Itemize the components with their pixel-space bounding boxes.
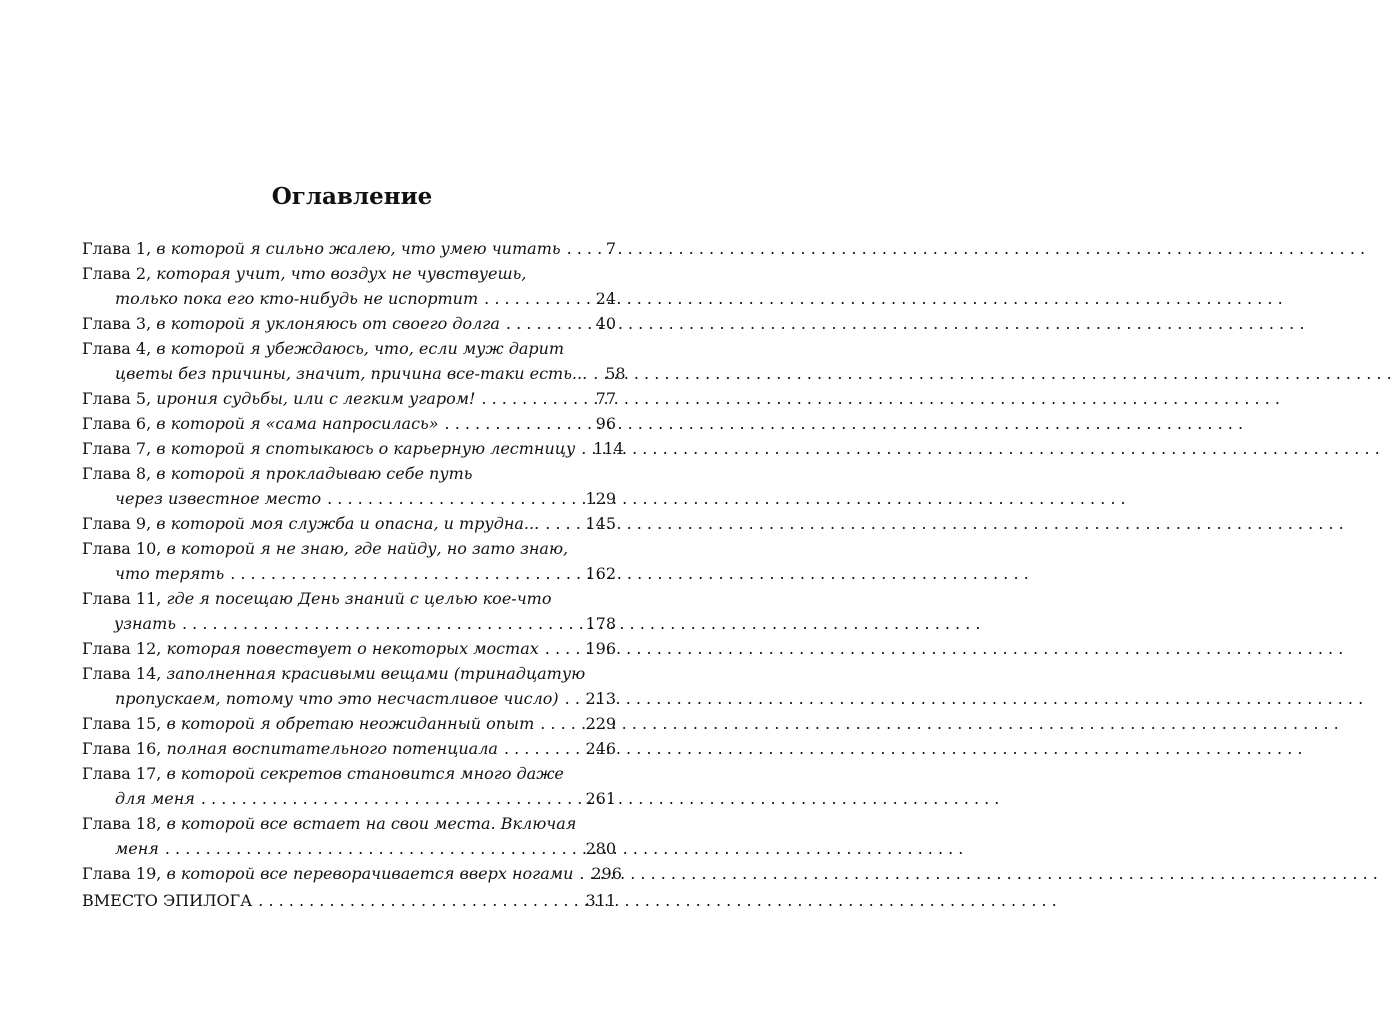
chapter-title: в которой все переворачивается вверх ногами <box>166 864 574 883</box>
chapter-number: Глава 2, <box>82 264 152 283</box>
toc-entry[interactable] <box>82 436 624 461</box>
page-number: 213 <box>585 689 616 708</box>
page-number: 178 <box>585 614 616 633</box>
chapter-title: в которой я не знаю, где найду, но зато знаю, <box>166 539 569 558</box>
chapter-number: Глава 12, <box>82 639 162 658</box>
toc-entry[interactable] <box>82 661 616 686</box>
toc-entry-continuation[interactable] <box>82 286 616 311</box>
toc-entry[interactable] <box>82 236 616 261</box>
chapter-title-continued: только пока его кто-нибудь не испортит <box>115 289 479 308</box>
toc-entry-continuation[interactable] <box>82 361 626 386</box>
chapter-number: Глава 7, <box>82 439 152 458</box>
toc-entry[interactable] <box>82 411 616 436</box>
chapter-title: которая учит, что воздух не чувствуешь, <box>156 264 527 283</box>
page-title: Оглавление <box>271 183 433 210</box>
chapter-number: Глава 18, <box>82 814 162 833</box>
table-of-contents <box>82 236 626 913</box>
chapter-number: Глава 1, <box>82 239 152 258</box>
chapter-number: Глава 5, <box>82 389 152 408</box>
toc-entry[interactable] <box>82 811 616 836</box>
page-number: 296 <box>591 864 622 883</box>
chapter-title: в которой все встает на свои места. Включая <box>166 814 577 833</box>
chapter-title: в которой я сильно жалею, что умею читать <box>156 239 561 258</box>
leader-dots <box>481 386 591 411</box>
chapter-title: заполненная красивыми вещами (тринадцатую <box>166 664 586 683</box>
chapter-title-continued: через известное место <box>115 489 322 508</box>
leader-dots <box>165 836 582 861</box>
chapter-title: в которой я «сама напросилась» <box>156 414 439 433</box>
chapter-number: Глава 11, <box>82 589 162 608</box>
chapter-number: Глава 14, <box>82 664 162 683</box>
page-number: 196 <box>585 639 616 658</box>
toc-entry[interactable] <box>82 711 616 736</box>
chapter-title: ирония судьбы, или с легким угаром! <box>156 389 476 408</box>
chapter-title: в которой я убеждаюсь, что, если муж дарит <box>156 339 565 358</box>
page-number: 145 <box>585 514 616 533</box>
leader-dots <box>567 236 602 261</box>
chapter-title-continued: узнать <box>114 614 176 633</box>
toc-entry-continuation[interactable] <box>82 686 616 711</box>
leader-dots <box>545 636 582 661</box>
toc-entry[interactable] <box>82 736 616 761</box>
chapter-number: Глава 19, <box>82 864 162 883</box>
leader-dots <box>579 861 587 886</box>
toc-entry[interactable] <box>82 461 616 486</box>
page-number: 77 <box>595 389 616 408</box>
leader-dots <box>201 786 582 811</box>
toc-entry-continuation[interactable] <box>82 786 616 811</box>
leader-dots <box>506 311 592 336</box>
chapter-title-continued: пропускаем, потому что это несчастливое число) <box>115 689 559 708</box>
chapter-title-continued: цветы без причины, значит, причина все-таки есть... <box>115 364 588 383</box>
toc-entry[interactable] <box>82 586 616 611</box>
page-number: 280 <box>585 839 616 858</box>
leader-dots <box>504 736 582 761</box>
chapter-number: Глава 8, <box>82 464 152 483</box>
toc-entry[interactable] <box>82 861 622 886</box>
toc-entry-continuation[interactable] <box>82 611 616 636</box>
page-number: 24 <box>595 289 616 308</box>
toc-entry[interactable] <box>82 511 616 536</box>
page-number: 7 <box>605 239 616 258</box>
chapter-title: где я посещаю День знаний с целью кое-что <box>166 589 552 608</box>
toc-entry[interactable] <box>82 336 616 361</box>
chapter-title-continued: что терять <box>115 564 225 583</box>
leader-dots <box>545 511 581 536</box>
chapter-title: в которой моя служба и опасна, и трудна... <box>156 514 540 533</box>
leader-dots <box>581 436 589 461</box>
toc-entry[interactable] <box>82 386 616 411</box>
page-number: 129 <box>585 489 616 508</box>
chapter-number: Глава 9, <box>82 514 152 533</box>
chapter-title: в которой секретов становится много даже <box>166 764 564 783</box>
page-number: 311 <box>585 891 616 910</box>
chapter-number: Глава 17, <box>82 764 162 783</box>
toc-entry-epilogue[interactable] <box>82 888 616 913</box>
leader-dots <box>484 286 591 311</box>
page-number: 40 <box>595 314 616 333</box>
leader-dots <box>182 611 581 636</box>
leader-dots <box>445 411 592 436</box>
epilogue-title: ВМЕСТО ЭПИЛОГА <box>82 891 253 910</box>
leader-dots <box>327 486 581 511</box>
leader-dots <box>540 711 581 736</box>
chapter-title: в которой я спотыкаюсь о карьерную лестницу <box>156 439 576 458</box>
toc-entry-continuation[interactable] <box>82 836 616 861</box>
chapter-title-continued: меня <box>115 839 159 858</box>
leader-dots <box>258 888 581 913</box>
page-number: 58 <box>605 364 626 383</box>
chapter-number: Глава 6, <box>82 414 152 433</box>
toc-entry[interactable] <box>82 261 616 286</box>
chapter-title: в которой я прокладываю себе путь <box>156 464 473 483</box>
page-number: 261 <box>585 789 616 808</box>
toc-entry[interactable] <box>82 311 616 336</box>
leader-dots <box>593 361 601 386</box>
page-number: 114 <box>593 439 624 458</box>
chapter-number: Глава 3, <box>82 314 152 333</box>
toc-entry-continuation[interactable] <box>82 486 616 511</box>
chapter-title: в которой я уклоняюсь от своего долга <box>156 314 500 333</box>
chapter-title-continued: для меня <box>115 789 195 808</box>
toc-entry-continuation[interactable] <box>82 561 616 586</box>
leader-dots <box>230 561 581 586</box>
chapter-number: Глава 10, <box>82 539 162 558</box>
chapter-number: Глава 15, <box>82 714 162 733</box>
page-number: 162 <box>585 564 616 583</box>
leader-dots <box>565 686 582 711</box>
toc-entry[interactable] <box>82 636 616 661</box>
toc-entry[interactable] <box>82 761 616 786</box>
chapter-number: Глава 4, <box>82 339 152 358</box>
page-number: 96 <box>595 414 616 433</box>
chapter-title: которая повествует о некоторых мостах <box>166 639 539 658</box>
chapter-number: Глава 16, <box>82 739 162 758</box>
page-number: 246 <box>585 739 616 758</box>
page-number: 229 <box>585 714 616 733</box>
chapter-title: полная воспитательного потенциала <box>166 739 498 758</box>
chapter-title: в которой я обретаю неожиданный опыт <box>166 714 535 733</box>
toc-entry[interactable] <box>82 536 616 561</box>
